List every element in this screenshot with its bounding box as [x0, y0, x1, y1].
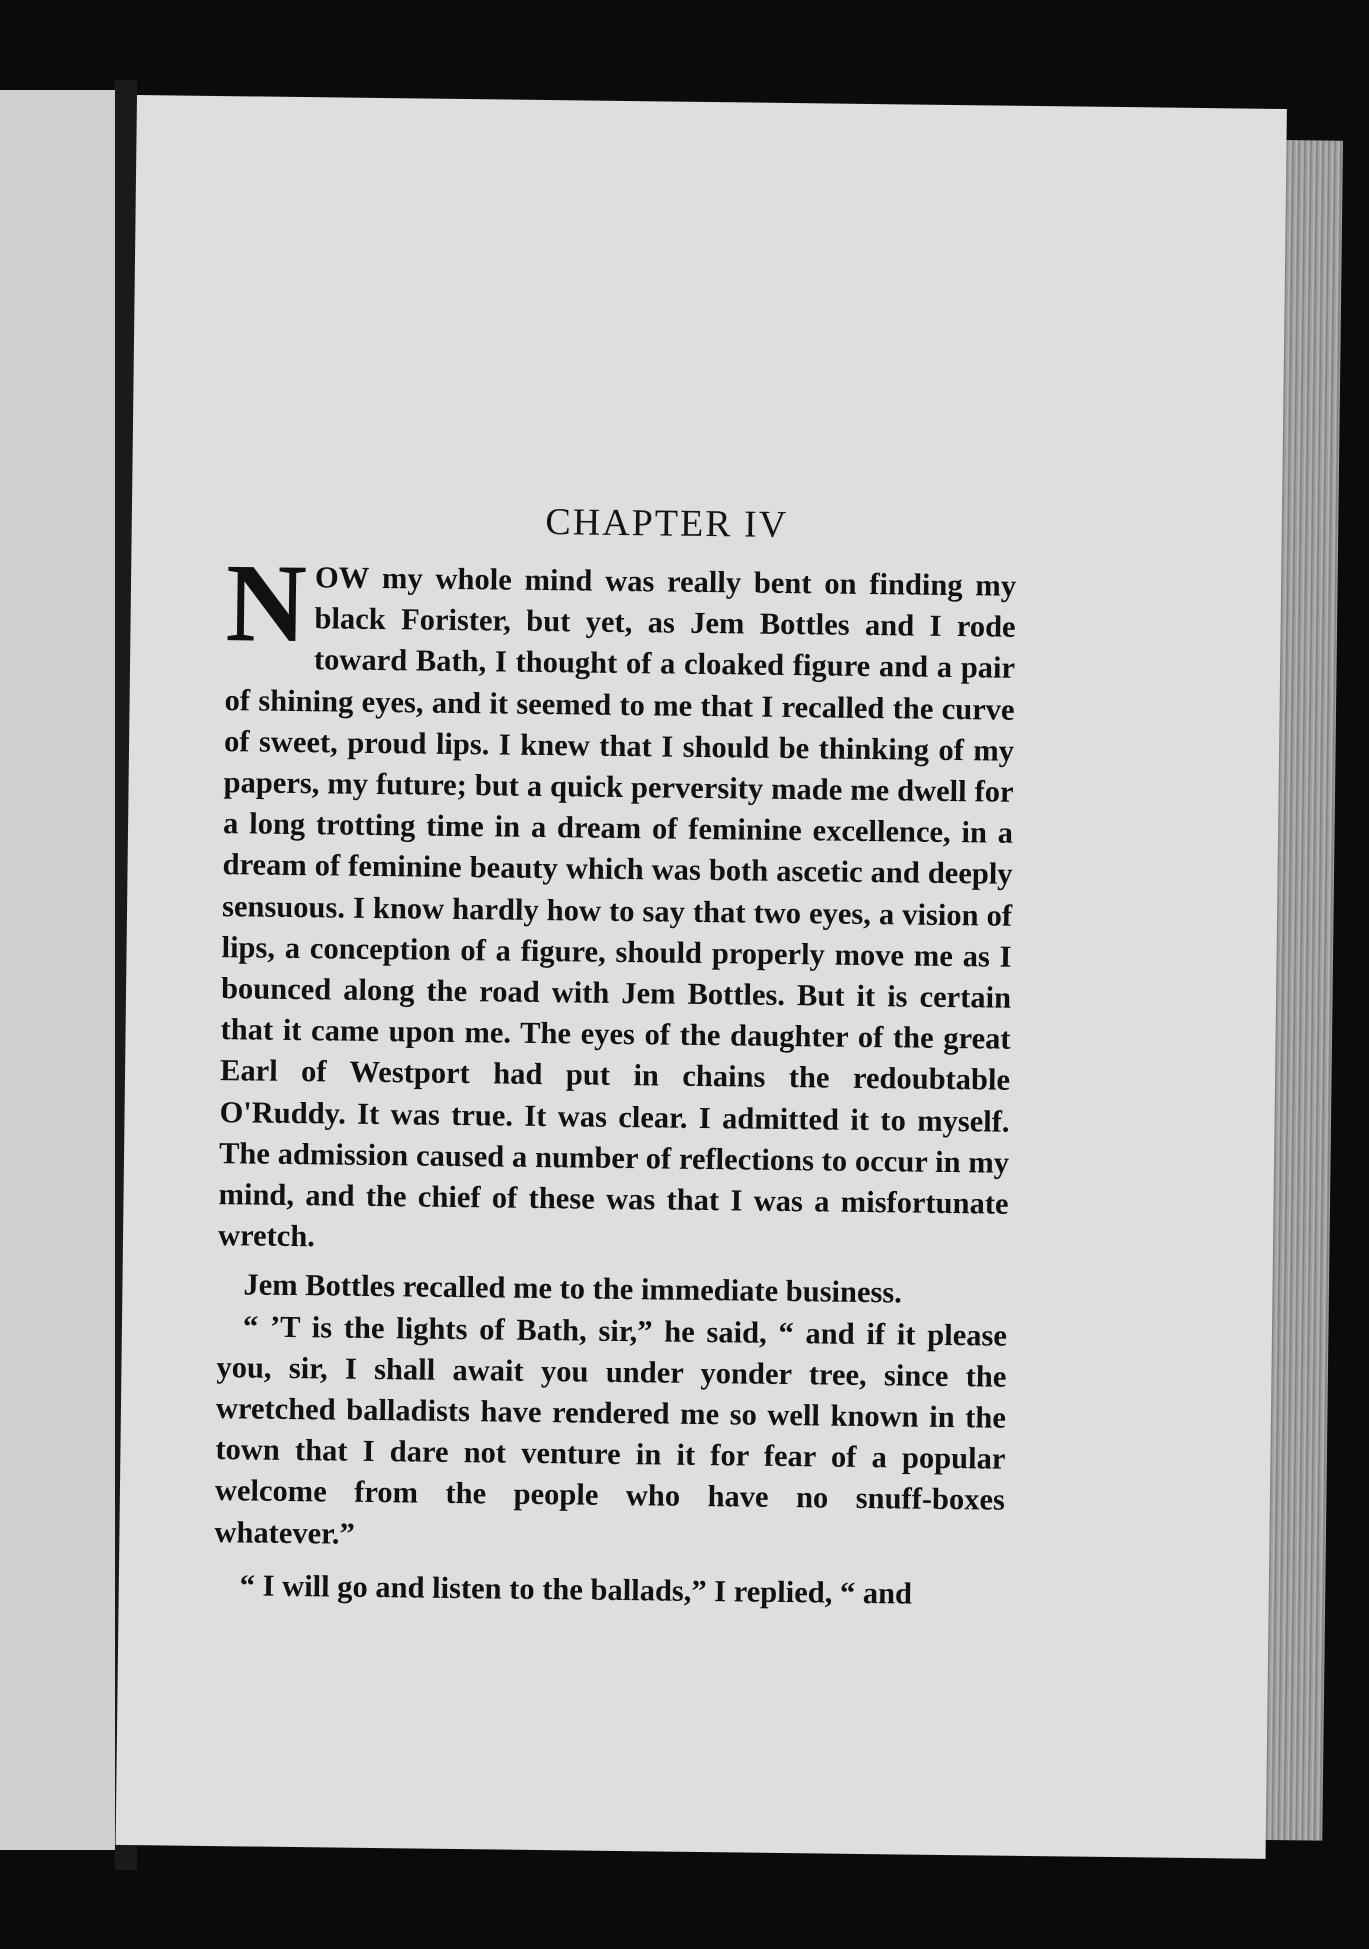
- paragraph-4: “ I will go and listen to the ballads,” I replied, “ and: [239, 1568, 913, 1611]
- paragraph-2: Jem Bottles recalled me to the immediate business.: [243, 1267, 903, 1310]
- chapter-heading: CHAPTER IV: [545, 501, 789, 546]
- page-body: [214, 541, 1017, 1616]
- paragraph-3: “ ’T is the lights of Bath, sir,” he said, “ and if it please you, sir, I shall await you under yonder tree, since the wretched balladists have rendered me so well known in the town that I dare not venture in it for fear of a popular welcome from the people who have no snuff-boxes whatever.”: [214, 1309, 1008, 1551]
- paragraph-1-text: my whole mind was really bent on finding my black Forister, but yet, as Jem Bottles and I rode toward Bath, I thought of a cloaked figure and a pair of shining eyes, and it seemed to me that I recalled the curve of sweet, proud lips. I knew that I should be thinking of my papers, my future; but a quick perversity made me dwell for a long trotting time in a dream of feminine excellence, in a dream of feminine beauty which was both ascetic and deeply sensuous. I know hardly how to say that two eyes, a vision of lips, a conception of a figure, should properly move me as I bounced along the road with Jem Bottles. But it is certain that it came upon me. The eyes of the daughter of the great Earl of Westport had put in chains the redoubtable O'Ruddy. It was true. It was clear. I admitted it to myself. The admission caused a number of reflections to occur in my mind, and the chief of these was that I was a misfortunate wretch.: [217, 560, 1017, 1254]
- drop-cap: N: [225, 541, 308, 667]
- book-page: [116, 95, 1287, 1859]
- paragraph-1: [217, 541, 1017, 1266]
- facing-page: [0, 90, 115, 1850]
- paragraph-1-lead: OW: [314, 560, 370, 595]
